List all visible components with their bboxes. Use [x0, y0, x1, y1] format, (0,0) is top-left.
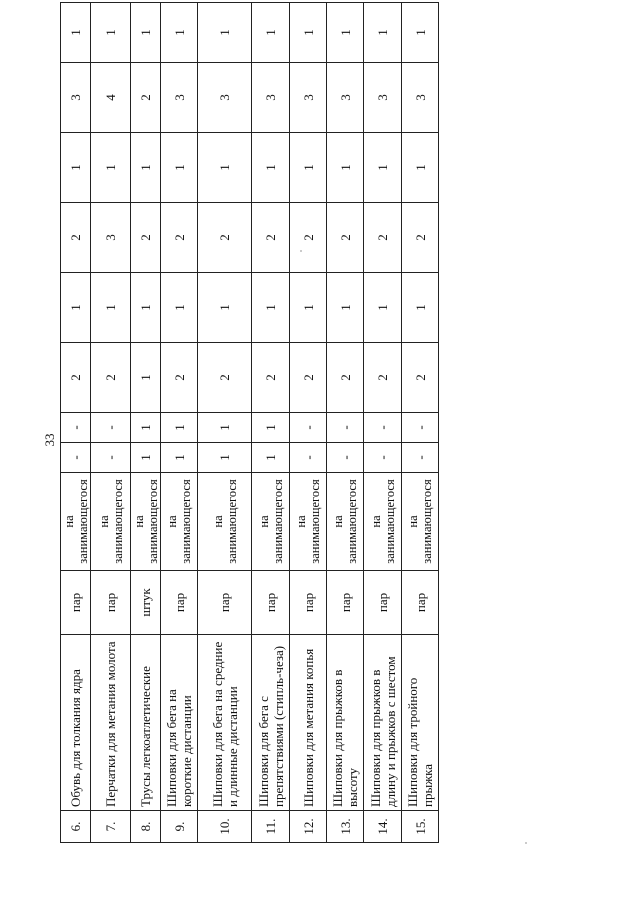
unit-of-measure: пар: [252, 571, 290, 635]
scan-speck: [300, 250, 302, 252]
qty-col-6: 1: [198, 133, 252, 203]
qty-col-2: -: [61, 413, 91, 443]
unit-of-measure: пар: [91, 571, 131, 635]
issue-basis: на занимающегося: [61, 473, 91, 571]
qty-col-2: 1: [252, 413, 290, 443]
unit-of-measure: пар: [61, 571, 91, 635]
issue-basis: на занимающегося: [290, 473, 327, 571]
qty-col-5: 2: [161, 203, 198, 273]
qty-col-2: -: [402, 413, 439, 443]
item-name: Шиповки для прыжков в длину и прыжков с шестом: [364, 635, 402, 811]
qty-col-4: 1: [131, 273, 161, 343]
item-name: Трусы легкоатлетические: [131, 635, 161, 811]
qty-col-1: -: [402, 443, 439, 473]
unit-of-measure: пар: [327, 571, 364, 635]
qty-col-3: 2: [198, 343, 252, 413]
page-number: 33: [42, 433, 57, 447]
table-row: [198, 3, 252, 843]
qty-col-7: 3: [290, 63, 327, 133]
qty-col-5: 2: [290, 203, 327, 273]
table-row: [61, 3, 91, 843]
qty-col-5: 2: [327, 203, 364, 273]
qty-col-1: -: [364, 443, 402, 473]
unit-of-measure: пар: [161, 571, 198, 635]
qty-col-6: 1: [327, 133, 364, 203]
qty-col-1: 1: [131, 443, 161, 473]
issue-basis: на занимающегося: [402, 473, 439, 571]
qty-col-3: 2: [161, 343, 198, 413]
qty-col-7: 4: [91, 63, 131, 133]
qty-col-1: 1: [198, 443, 252, 473]
table-row: [327, 3, 364, 843]
qty-col-5: 3: [91, 203, 131, 273]
row-number: 11.: [252, 811, 290, 843]
item-name: Шиповки для прыжков в высоту: [327, 635, 364, 811]
row-number: 12.: [290, 811, 327, 843]
qty-col-6: 1: [91, 133, 131, 203]
qty-col-2: -: [364, 413, 402, 443]
qty-col-8: 1: [161, 3, 198, 63]
qty-col-4: 1: [161, 273, 198, 343]
qty-col-8: 1: [252, 3, 290, 63]
item-name: Шиповки для бега с препятствиями (стипль-чеза): [252, 635, 290, 811]
qty-col-6: 1: [402, 133, 439, 203]
qty-col-8: 1: [91, 3, 131, 63]
qty-col-7: 3: [161, 63, 198, 133]
qty-col-6: 1: [131, 133, 161, 203]
qty-col-4: 1: [61, 273, 91, 343]
item-name: Перчатки для метания молота: [91, 635, 131, 811]
table-row: [161, 3, 198, 843]
table-row: [91, 3, 131, 843]
qty-col-3: 2: [290, 343, 327, 413]
qty-col-6: 1: [252, 133, 290, 203]
qty-col-7: 3: [327, 63, 364, 133]
qty-col-8: 1: [131, 3, 161, 63]
qty-col-5: 2: [61, 203, 91, 273]
row-number: 14.: [364, 811, 402, 843]
qty-col-5: 2: [402, 203, 439, 273]
qty-col-3: 2: [91, 343, 131, 413]
table-row: [290, 3, 327, 843]
row-number: 7.: [91, 811, 131, 843]
qty-col-7: 3: [252, 63, 290, 133]
qty-col-4: 1: [290, 273, 327, 343]
qty-col-5: 2: [364, 203, 402, 273]
qty-col-1: -: [327, 443, 364, 473]
qty-col-1: 1: [252, 443, 290, 473]
qty-col-5: 2: [198, 203, 252, 273]
issue-basis: на занимающегося: [91, 473, 131, 571]
equipment-table: [60, 29, 435, 843]
issue-basis: на занимающегося: [161, 473, 198, 571]
qty-col-8: 1: [290, 3, 327, 63]
scan-speck: [525, 842, 527, 844]
qty-col-7: 3: [402, 63, 439, 133]
qty-col-5: 2: [252, 203, 290, 273]
issue-basis: на занимающегося: [364, 473, 402, 571]
qty-col-8: 1: [402, 3, 439, 63]
item-name: Шиповки для метания копья: [290, 635, 327, 811]
unit-of-measure: пар: [364, 571, 402, 635]
item-name: Шиповки для тройного прыжка: [402, 635, 439, 811]
qty-col-2: -: [327, 413, 364, 443]
qty-col-7: 3: [364, 63, 402, 133]
row-number: 10.: [198, 811, 252, 843]
qty-col-1: 1: [161, 443, 198, 473]
qty-col-6: 1: [364, 133, 402, 203]
unit-of-measure: пар: [290, 571, 327, 635]
qty-col-4: 1: [364, 273, 402, 343]
qty-col-8: 1: [61, 3, 91, 63]
row-number: 8.: [131, 811, 161, 843]
qty-col-6: 1: [290, 133, 327, 203]
row-number: 15.: [402, 811, 439, 843]
qty-col-6: 1: [161, 133, 198, 203]
item-name: Шиповки для бега на средние и длинные дистанции: [198, 635, 252, 811]
equipment-table-grid: [60, 2, 439, 843]
qty-col-7: 3: [61, 63, 91, 133]
item-name: Шиповки для бега на короткие дистанции: [161, 635, 198, 811]
unit-of-measure: штук: [131, 571, 161, 635]
qty-col-6: 1: [61, 133, 91, 203]
qty-col-1: -: [290, 443, 327, 473]
issue-basis: на занимающегося: [252, 473, 290, 571]
qty-col-3: 2: [402, 343, 439, 413]
qty-col-3: 2: [252, 343, 290, 413]
issue-basis: на занимающегося: [198, 473, 252, 571]
row-number: 6.: [61, 811, 91, 843]
qty-col-8: 1: [327, 3, 364, 63]
item-name: Обувь для толкания ядра: [61, 635, 91, 811]
qty-col-2: 1: [161, 413, 198, 443]
qty-col-2: 1: [131, 413, 161, 443]
qty-col-5: 2: [131, 203, 161, 273]
qty-col-4: 1: [402, 273, 439, 343]
table-row: [252, 3, 290, 843]
qty-col-4: 1: [327, 273, 364, 343]
qty-col-2: -: [290, 413, 327, 443]
row-number: 13.: [327, 811, 364, 843]
qty-col-2: -: [91, 413, 131, 443]
unit-of-measure: пар: [198, 571, 252, 635]
qty-col-2: 1: [198, 413, 252, 443]
qty-col-4: 1: [198, 273, 252, 343]
qty-col-3: 2: [61, 343, 91, 413]
unit-of-measure: пар: [402, 571, 439, 635]
qty-col-7: 3: [198, 63, 252, 133]
table-row: [364, 3, 402, 843]
qty-col-1: -: [91, 443, 131, 473]
qty-col-8: 1: [198, 3, 252, 63]
qty-col-3: 2: [327, 343, 364, 413]
qty-col-1: -: [61, 443, 91, 473]
qty-col-3: 1: [131, 343, 161, 413]
issue-basis: на занимающегося: [327, 473, 364, 571]
qty-col-4: 1: [91, 273, 131, 343]
qty-col-4: 1: [252, 273, 290, 343]
table-row: [131, 3, 161, 843]
qty-col-7: 2: [131, 63, 161, 133]
qty-col-3: 2: [364, 343, 402, 413]
issue-basis: на занимающегося: [131, 473, 161, 571]
table-row: [402, 3, 439, 843]
qty-col-8: 1: [364, 3, 402, 63]
row-number: 9.: [161, 811, 198, 843]
